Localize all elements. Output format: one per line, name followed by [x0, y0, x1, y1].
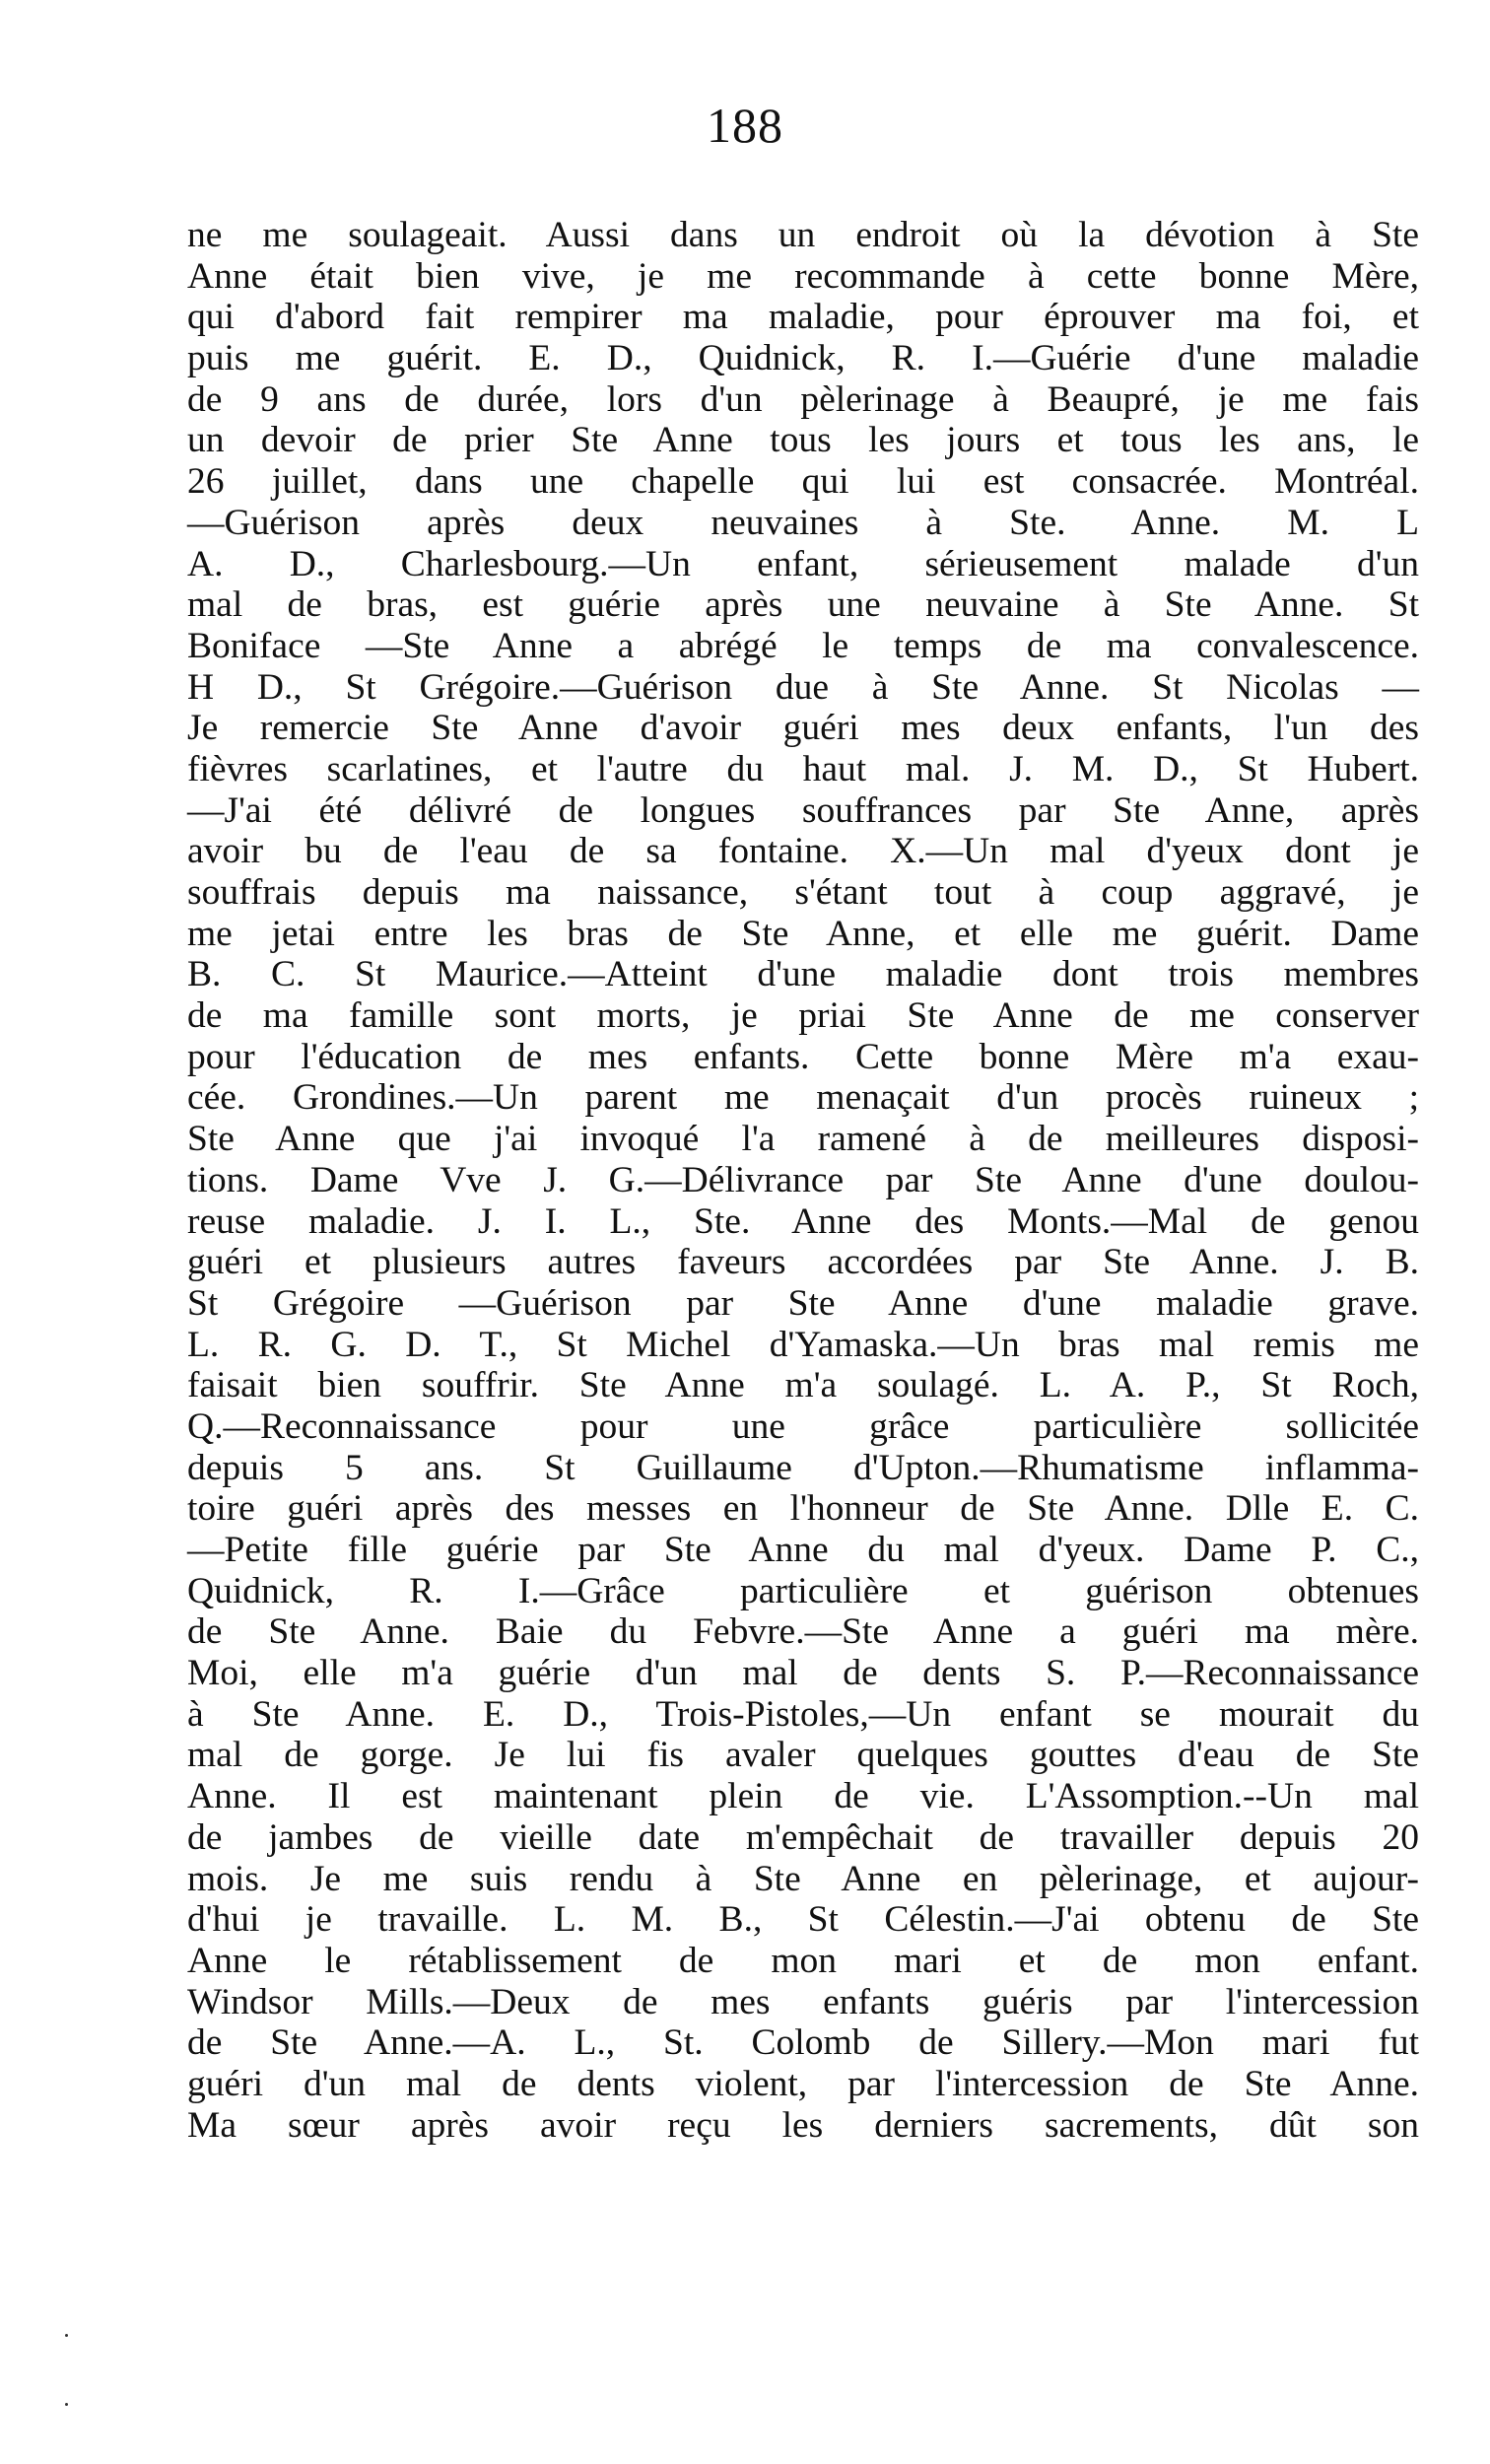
text-line: puis me guérit. E. D., Quidnick, R. I.—Guérie d'une maladie: [187, 338, 1419, 379]
text-line: guéri et plusieurs autres faveurs accordées par Ste Anne. J. B.: [187, 1242, 1419, 1283]
text-line: Q.—Reconnaissance pour une grâce particulière sollicitée: [187, 1405, 1419, 1447]
text-line: B. C. St Maurice.—Atteint d'une maladie dont trois membres: [187, 954, 1419, 995]
text-line: d'hui je travaille. L. M. B., St Célestin.—J'ai obtenu de Ste: [187, 1899, 1419, 1941]
text-line: Anne. Il est maintenant plein de vie. L'Assomption.--Un mal: [187, 1776, 1419, 1817]
text-line: de Ste Anne. Baie du Febvre.—Ste Anne a guéri ma mère.: [187, 1611, 1419, 1653]
text-line: mois. Je me suis rendu à Ste Anne en pèlerinage, et aujour-: [187, 1858, 1419, 1899]
page-number: 188: [707, 98, 783, 153]
text-line: 26 juillet, dans une chapelle qui lui est consacrée. Montréal.: [187, 461, 1419, 503]
text-line: fièvres scarlatines, et l'autre du haut mal. J. M. D., St Hubert.: [187, 748, 1419, 789]
text-line: avoir bu de l'eau de sa fontaine. X.—Un mal d'yeux dont je: [187, 831, 1419, 872]
text-line: cée. Grondines.—Un parent me menaçait d'un procès ruineux ;: [187, 1077, 1419, 1119]
text-line: à Ste Anne. E. D., Trois-Pistoles,—Un enfant se mourait du: [187, 1693, 1419, 1735]
text-line: depuis 5 ans. St Guillaume d'Upton.—Rhumatisme inflamma-: [187, 1447, 1419, 1488]
text-line: Quidnick, R. I.—Grâce particulière et guérison obtenues: [187, 1570, 1419, 1611]
text-line: un devoir de prier Ste Anne tous les jours et tous les ans, le: [187, 420, 1419, 461]
text-line: mal de gorge. Je lui fis avaler quelques gouttes d'eau de Ste: [187, 1735, 1419, 1776]
text-line: L. R. G. D. T., St Michel d'Yamaska.—Un bras mal remis me: [187, 1324, 1419, 1365]
text-line: —Guérison après deux neuvaines à Ste. Anne. M. L: [187, 502, 1419, 543]
text-line: Ma sœur après avoir reçu les derniers sacrements, dût son: [187, 2104, 1419, 2146]
text-line: Boniface —Ste Anne a abrégé le temps de ma convalescence.: [187, 625, 1419, 666]
text-line: souffrais depuis ma naissance, s'étant tout à coup aggravé, je: [187, 872, 1419, 913]
text-line: me jetai entre les bras de Ste Anne, et elle me guérit. Dame: [187, 913, 1419, 954]
text-line: pour l'éducation de mes enfants. Cette bonne Mère m'a exau-: [187, 1036, 1419, 1077]
text-line: reuse maladie. J. I. L., Ste. Anne des Monts.—Mal de genou: [187, 1200, 1419, 1242]
text-line: de jambes de vieille date m'empêchait de travailler depuis 20: [187, 1816, 1419, 1858]
scan-speck: [65, 2334, 68, 2337]
text-line: H D., St Grégoire.—Guérison due à Ste Anne. St Nicolas —: [187, 666, 1419, 708]
text-line: Anne le rétablissement de mon mari et de mon enfant.: [187, 1940, 1419, 1981]
text-line: guéri d'un mal de dents violent, par l'intercession de Ste Anne.: [187, 2063, 1419, 2104]
text-line: St Grégoire —Guérison par Ste Anne d'une maladie grave.: [187, 1282, 1419, 1324]
text-line: tions. Dame Vve J. G.—Délivrance par Ste Anne d'une doulou-: [187, 1159, 1419, 1200]
text-line: A. D., Charlesbourg.—Un enfant, sérieusement malade d'un: [187, 543, 1419, 584]
body-text: [187, 215, 1419, 2146]
text-line: de ma famille sont morts, je priai Ste Anne de me conserver: [187, 995, 1419, 1037]
text-line: mal de bras, est guérie après une neuvaine à Ste Anne. St: [187, 584, 1419, 626]
text-line: ne me soulageait. Aussi dans un endroit où la dévotion à Ste: [187, 215, 1419, 255]
text-line: Je remercie Ste Anne d'avoir guéri mes deux enfants, l'un des: [187, 708, 1419, 749]
scan-speck: [65, 2403, 68, 2406]
text-line: Anne était bien vive, je me recommande à cette bonne Mère,: [187, 255, 1419, 297]
text-line: Moi, elle m'a guérie d'un mal de dents S. P.—Reconnaissance: [187, 1653, 1419, 1694]
text-line: qui d'abord fait rempirer ma maladie, pour éprouver ma foi, et: [187, 297, 1419, 338]
text-line: de 9 ans de durée, lors d'un pèlerinage à Beaupré, je me fais: [187, 378, 1419, 420]
text-line: —J'ai été délivré de longues souffrances par Ste Anne, après: [187, 789, 1419, 831]
text-line: Ste Anne que j'ai invoqué l'a ramené à de meilleures disposi-: [187, 1119, 1419, 1160]
text-line: —Petite fille guérie par Ste Anne du mal d'yeux. Dame P. C.,: [187, 1530, 1419, 1570]
text-line: toire guéri après des messes en l'honneur de Ste Anne. Dlle E. C.: [187, 1488, 1419, 1530]
text-line: Windsor Mills.—Deux de mes enfants guéris par l'intercession: [187, 1981, 1419, 2022]
text-line: faisait bien souffrir. Ste Anne m'a soulagé. L. A. P., St Roch,: [187, 1365, 1419, 1406]
text-line: de Ste Anne.—A. L., St. Colomb de Sillery.—Mon mari fut: [187, 2022, 1419, 2064]
